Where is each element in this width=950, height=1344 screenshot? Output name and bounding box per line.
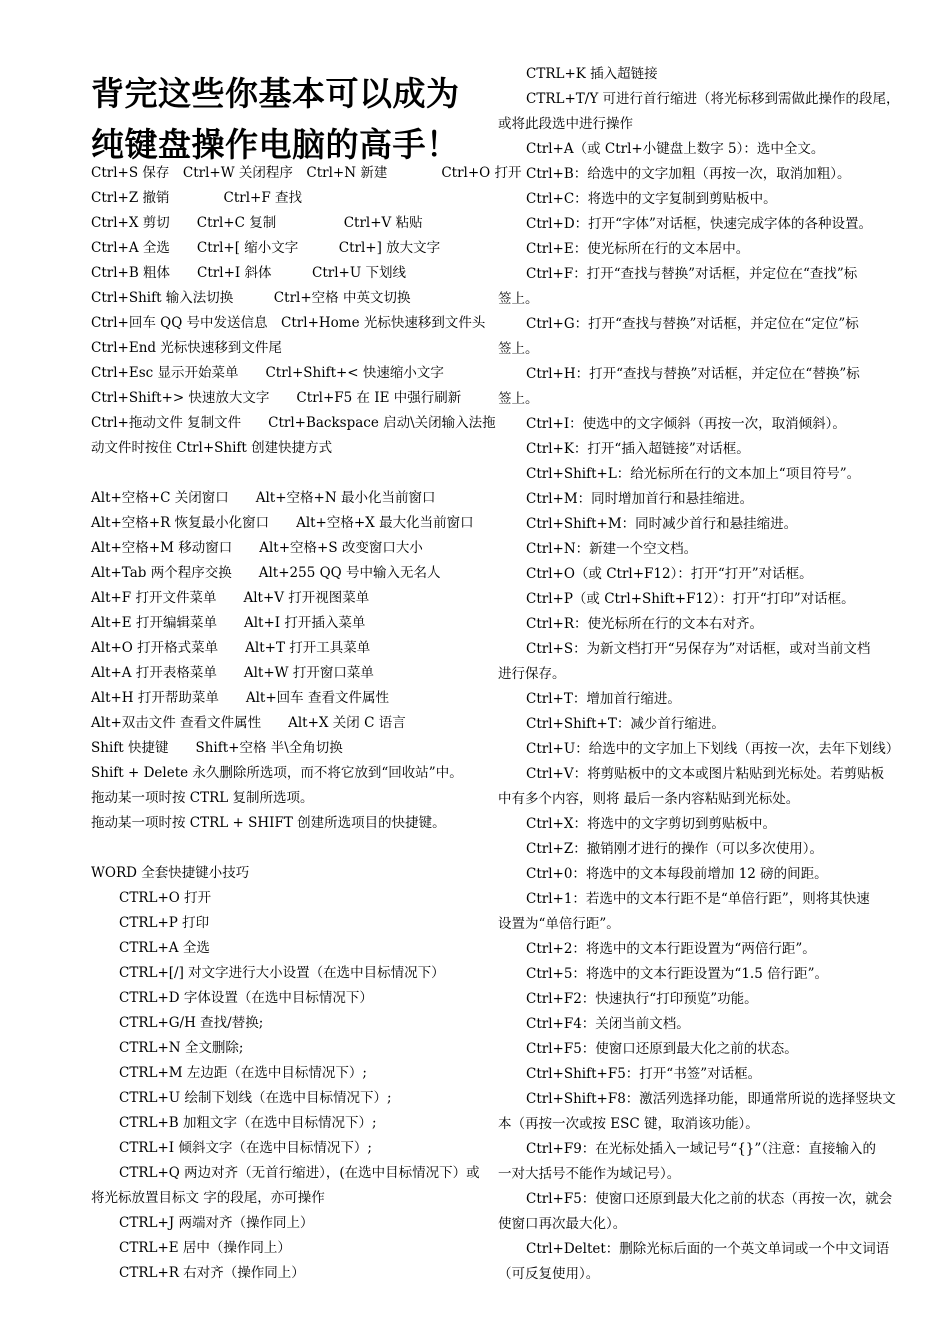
word-shortcut-detail-line: Ctrl+D：打开“字体”对话框，快速完成字体的各种设置。 [526, 216, 872, 232]
alt-shift-shortcut-line: Shift 快捷键 Shift+空格 半\全角切换 [91, 740, 343, 756]
word-shortcut-detail-line: Ctrl+Z：撤销刚才进行的操作（可以多次使用）。 [526, 841, 823, 857]
ctrl-shortcut-line: Ctrl+Shift 输入法切换 Ctrl+空格 中英文切换 [91, 290, 411, 306]
word-shortcut-detail-line: 一对大括号不能作为域记号）。 [498, 1166, 681, 1182]
word-shortcut-detail-line: Ctrl+Shift+T：减少首行缩进。 [526, 716, 725, 732]
word-shortcut-detail-line: 进行保存。 [498, 666, 566, 682]
word-shortcut-detail-line: Ctrl+F4：关闭当前文档。 [526, 1016, 690, 1032]
word-shortcut-line: CTRL+U 绘制下划线（在选中目标情况下）; [119, 1090, 392, 1106]
word-shortcut-detail-line: Ctrl+C：将选中的文字复制到剪贴板中。 [526, 191, 777, 207]
alt-shift-shortcut-line: Alt+空格+C 关闭窗口 Alt+空格+N 最小化当前窗口 [91, 490, 436, 506]
ctrl-shortcut-line: Ctrl+End 光标快速移到文件尾 [91, 340, 282, 356]
word-shortcut-detail-line: Ctrl+F5：使窗口还原到最大化之前的状态。 [526, 1041, 798, 1057]
word-shortcut-line: CTRL+A 全选 [119, 940, 210, 956]
ctrl-shortcut-line: Ctrl+A 全选 Ctrl+[ 缩小文字 Ctrl+] 放大文字 [91, 240, 441, 256]
word-shortcut-detail-line: Ctrl+V：将剪贴板中的文本或图片粘贴到光标处。若剪贴板 [526, 766, 885, 782]
word-shortcut-detail-line: Ctrl+I：使选中的文字倾斜（再按一次，取消倾斜）。 [526, 416, 846, 432]
word-shortcut-detail-line: Ctrl+B：给选中的文字加粗（再按一次，取消加粗）。 [526, 166, 851, 182]
word-shortcut-detail-line: 设置为“单倍行距”。 [498, 916, 620, 932]
word-shortcut-line: CTRL+R 右对齐（操作同上） [119, 1265, 305, 1281]
word-shortcut-detail-line: Ctrl+H：打开“查找与替换”对话框，并定位在“替换”标 [526, 366, 860, 382]
word-shortcut-detail-line: Ctrl+G：打开“查找与替换”对话框，并定位在“定位”标 [526, 316, 859, 332]
word-shortcut-detail-line: Ctrl+F2：快速执行“打印预览”功能。 [526, 991, 758, 1007]
ctrl-shortcut-line: Ctrl+Esc 显示开始菜单 Ctrl+Shift+< 快速缩小文字 [91, 365, 444, 381]
ctrl-shortcut-line: Ctrl+Z 撤销 Ctrl+F 查找 [91, 190, 303, 206]
alt-shift-shortcut-line: Alt+O 打开格式菜单 Alt+T 打开工具菜单 [91, 640, 371, 656]
word-shortcut-detail-line: Ctrl+O（或 Ctrl+F12）：打开“打开”对话框。 [526, 566, 813, 582]
ctrl-shortcut-line: Ctrl+拖动文件 复制文件 Ctrl+Backspace 启动\关闭输入法拖 [91, 415, 496, 431]
title-line-1: 背完这些你基本可以成为 [91, 74, 460, 113]
word-shortcut-detail-line: 或将此段选中进行操作 [498, 116, 633, 132]
alt-shift-shortcut-line: Alt+空格+M 移动窗口 Alt+空格+S 改变窗口大小 [91, 540, 423, 556]
ctrl-shortcut-line: Ctrl+B 粗体 Ctrl+I 斜体 Ctrl+U 下划线 [91, 265, 407, 281]
alt-shift-shortcut-line: 拖动某一项时按 CTRL 复制所选项。 [91, 790, 314, 806]
word-shortcut-detail-line: Ctrl+Shift+F8：激活列选择功能，即通常所说的选择竖块文 [526, 1091, 896, 1107]
word-shortcut-detail-line: Ctrl+E：使光标所在行的文本居中。 [526, 241, 750, 257]
word-shortcut-detail-line: Ctrl+S：为新文档打开“另保存为”对话框，或对当前文档 [526, 641, 871, 657]
word-shortcut-line: CTRL+M 左边距（在选中目标情况下）; [119, 1065, 367, 1081]
alt-shift-shortcut-line: Alt+A 打开表格菜单 Alt+W 打开窗口菜单 [91, 665, 374, 681]
word-shortcut-line: CTRL+N 全文删除; [119, 1040, 244, 1056]
word-shortcut-detail-line: Ctrl+T：增加首行缩进。 [526, 691, 681, 707]
ctrl-shortcut-line: Ctrl+S 保存 Ctrl+W 关闭程序 Ctrl+N 新建 Ctrl+O 打开 [91, 165, 522, 181]
word-shortcut-detail-line: Ctrl+1：若选中的文本行距不是“单倍行距”，则将其快速 [526, 891, 870, 907]
word-shortcut-detail-line: Ctrl+N：新建一个空文档。 [526, 541, 698, 557]
alt-shift-shortcut-line: Alt+E 打开编辑菜单 Alt+I 打开插入菜单 [91, 615, 366, 631]
ctrl-shortcut-line: Ctrl+Shift+> 快速放大文字 Ctrl+F5 在 IE 中强行刷新 [91, 390, 462, 406]
word-shortcut-detail-line: Ctrl+M：同时增加首行和悬挂缩进。 [526, 491, 754, 507]
word-shortcut-line: CTRL+D 字体设置（在选中目标情况下） [119, 990, 373, 1006]
title-line-2: 纯键盘操作电脑的高手！ [91, 125, 460, 164]
alt-shift-shortcut-line: Alt+双击文件 查看文件属性 Alt+X 关闭 C 语言 [91, 715, 406, 731]
word-shortcut-line: 将光标放置目标文 字的段尾，亦可操作 [91, 1190, 325, 1206]
word-shortcut-line: CTRL+B 加粗文字（在选中目标情况下）; [119, 1115, 377, 1131]
word-shortcut-line: CTRL+I 倾斜文字（在选中目标情况下）; [119, 1140, 372, 1156]
alt-shift-shortcut-line: Alt+F 打开文件菜单 Alt+V 打开视图菜单 [91, 590, 370, 606]
word-shortcut-line: CTRL+J 两端对齐（操作同上） [119, 1215, 314, 1231]
word-shortcut-detail-line: CTRL+K 插入超链接 [526, 66, 658, 82]
alt-shift-shortcut-line: 拖动某一项时按 CTRL + SHIFT 创建所选项目的快捷键。 [91, 815, 446, 831]
word-shortcut-line: CTRL+P 打印 [119, 915, 210, 931]
word-section-heading: WORD 全套快捷键小技巧 [91, 865, 250, 881]
word-shortcut-detail-line: Ctrl+Shift+L：给光标所在行的文本加上“项目符号”。 [526, 466, 861, 482]
word-shortcut-detail-line: 签上。 [498, 391, 539, 407]
word-shortcut-line: CTRL+Q 两边对齐（无首行缩进），(在选中目标情况下）或 [119, 1165, 480, 1181]
alt-shift-shortcut-line: Shift + Delete 永久删除所选项，而不将它放到“回收站”中。 [91, 765, 463, 781]
word-shortcut-detail-line: Ctrl+F5：使窗口还原到最大化之前的状态（再按一次，就会 [526, 1191, 893, 1207]
ctrl-shortcut-line: 动文件时按住 Ctrl+Shift 创建快捷方式 [91, 440, 333, 456]
word-shortcut-detail-line: 签上。 [498, 341, 539, 357]
word-shortcut-line: CTRL+G/H 查找/替换; [119, 1015, 264, 1031]
word-shortcut-detail-line: Ctrl+R：使光标所在行的文本右对齐。 [526, 616, 764, 632]
ctrl-shortcut-line: Ctrl+回车 QQ 号中发送信息 Ctrl+Home 光标快速移到文件头 [91, 315, 486, 331]
word-shortcut-detail-line: （可反复使用）。 [498, 1266, 600, 1282]
word-shortcut-detail-line: Ctrl+A（或 Ctrl+小键盘上数字 5）：选中全文。 [526, 141, 825, 157]
word-shortcut-detail-line: CTRL+T/Y 可进行首行缩进（将光标移到需做此操作的段尾， [526, 91, 900, 107]
word-shortcut-detail-line: Ctrl+5：将选中的文本行距设置为“1.5 倍行距”。 [526, 966, 828, 982]
word-shortcut-detail-line: Ctrl+P（或 Ctrl+Shift+F12）：打开“打印”对话框。 [526, 591, 855, 607]
word-shortcut-line: CTRL+E 居中（操作同上） [119, 1240, 291, 1256]
word-shortcut-detail-line: 中有多个内容，则将 最后一条内容粘贴到光标处。 [498, 791, 800, 807]
ctrl-shortcut-line: Ctrl+X 剪切 Ctrl+C 复制 Ctrl+V 粘贴 [91, 215, 423, 231]
alt-shift-shortcut-line: Alt+H 打开帮助菜单 Alt+回车 查看文件属性 [91, 690, 389, 706]
word-shortcut-detail-line: Ctrl+0：将选中的文本每段前增加 12 磅的间距。 [526, 866, 828, 882]
word-shortcut-detail-line: Ctrl+F：打开“查找与替换”对话框，并定位在“查找”标 [526, 266, 858, 282]
word-shortcut-line: CTRL+O 打开 [119, 890, 212, 906]
alt-shift-shortcut-line: Alt+空格+R 恢复最小化窗口 Alt+空格+X 最大化当前窗口 [91, 515, 474, 531]
word-shortcut-detail-line: Ctrl+K：打开“插入超链接”对话框。 [526, 441, 750, 457]
word-shortcut-detail-line: 签上。 [498, 291, 539, 307]
word-shortcut-detail-line: Ctrl+X：将选中的文字剪切到剪贴板中。 [526, 816, 776, 832]
word-shortcut-detail-line: Ctrl+Shift+M：同时减少首行和悬挂缩进。 [526, 516, 798, 532]
word-shortcut-line: CTRL+[/] 对文字进行大小设置（在选中目标情况下） [119, 965, 445, 981]
word-shortcut-detail-line: Ctrl+F9：在光标处插入一域记号“{}”（注意：直接输入的 [526, 1141, 877, 1157]
word-shortcut-detail-line: Ctrl+2：将选中的文本行距设置为“两倍行距”。 [526, 941, 816, 957]
word-shortcut-detail-line: Ctrl+U：给选中的文字加上下划线（再按一次，去年下划线） [526, 741, 900, 757]
word-shortcut-detail-line: Ctrl+Shift+F5：打开“书签”对话框。 [526, 1066, 762, 1082]
page-title [91, 68, 460, 170]
word-shortcut-detail-line: 本（再按一次或按 ESC 键，取消该功能）。 [498, 1116, 759, 1132]
word-shortcut-detail-line: 使窗口再次最大化）。 [498, 1216, 627, 1232]
word-shortcut-detail-line: Ctrl+Deltet：删除光标后面的一个英文单词或一个中文词语 [526, 1241, 890, 1257]
alt-shift-shortcut-line: Alt+Tab 两个程序交换 Alt+255 QQ 号中输入无名人 [91, 565, 441, 581]
